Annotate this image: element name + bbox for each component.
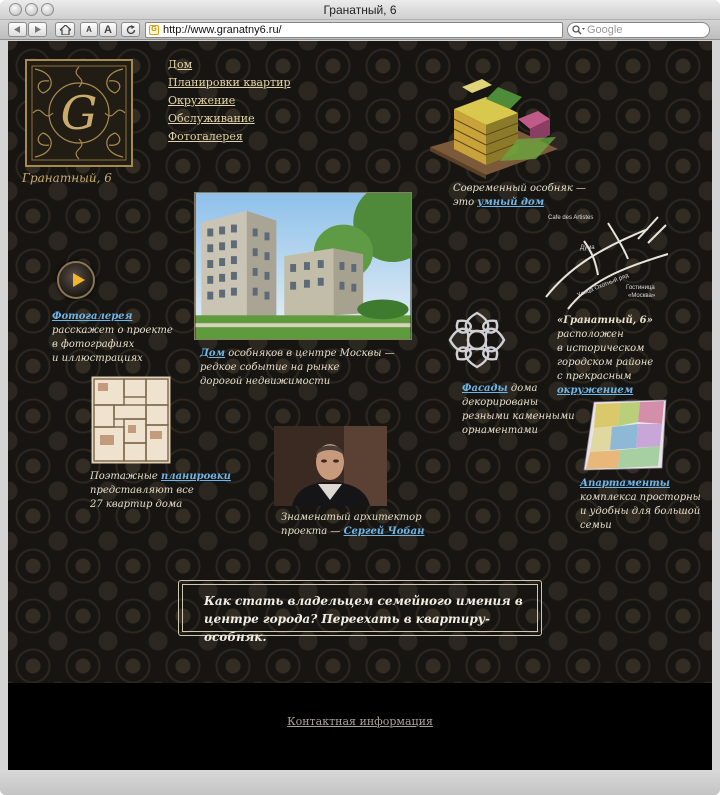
search-icon	[572, 25, 585, 35]
smart-house-caption: Современный особняк — это умный дом	[453, 183, 587, 208]
apartments-plan-image[interactable]	[580, 398, 670, 472]
home-button[interactable]	[55, 22, 75, 37]
menu-link-plans[interactable]: Планировки квартир	[168, 76, 291, 89]
map-label-hotel-2: «Москва»	[628, 293, 656, 299]
location-map-image[interactable]	[538, 209, 698, 319]
facade-ornament-image[interactable]	[444, 309, 510, 371]
floor-plan-image[interactable]	[90, 375, 172, 465]
gallery-play-button[interactable]	[57, 261, 95, 299]
plans-caption: Поэтажные планировки представляют все 27 квартир дома	[90, 471, 231, 510]
map-label-hotel-1: Гостиница	[626, 285, 655, 291]
contact-info-link[interactable]: Контактная информация	[287, 715, 433, 728]
logo-caption: Гранатный, 6	[22, 171, 112, 185]
address-text: http://www.granatny6.ru/	[163, 24, 282, 36]
window-bottom-bar	[0, 770, 720, 795]
map-label-street: Улица Охотный ряд	[576, 272, 630, 299]
menu-link-gallery[interactable]: Фотогалерея	[168, 130, 243, 143]
house-photo[interactable]	[194, 192, 412, 340]
surroundings-link[interactable]: окружением	[557, 385, 634, 396]
architect-link[interactable]: Сергей Чобан	[343, 526, 425, 537]
quote-box	[178, 580, 542, 644]
menu-item-service	[168, 112, 291, 130]
menu-item-surroundings	[168, 94, 291, 112]
smart-house-link[interactable]: умный дом	[477, 197, 545, 208]
text-larger-button[interactable]: A	[99, 22, 117, 37]
house-link[interactable]: Дом	[200, 348, 226, 359]
map-label-cafe: Cafe des Artistes	[548, 215, 594, 221]
quote-text: Как стать владельцем семейного имения в центре города? Переехать в квартиру-особняк.	[204, 594, 523, 644]
search-placeholder: Google	[587, 24, 623, 36]
back-button[interactable]	[8, 22, 27, 37]
menu-link-home[interactable]: Дом	[168, 58, 193, 71]
window-title: Гранатный, 6	[323, 3, 397, 17]
back-arrow-icon	[13, 25, 22, 34]
search-field[interactable]	[567, 22, 710, 38]
location-caption: «Гранатный, 6» расположен в историческом городском районе с прекрасным окружением	[557, 315, 654, 396]
site-favicon-icon: G	[149, 25, 159, 35]
apartments-link[interactable]: Апартаменты	[580, 478, 670, 489]
browser-toolbar	[0, 20, 720, 40]
apartments-caption: Апартаменты комплекса просторны и удобны для большой семьи	[580, 478, 701, 531]
menu-item-plans	[168, 76, 291, 94]
plans-link[interactable]: планировки	[160, 471, 231, 482]
forward-arrow-icon	[33, 25, 42, 34]
home-icon	[60, 25, 71, 35]
logo-letter: G	[60, 86, 98, 140]
page-content	[8, 41, 712, 683]
architect-portrait[interactable]	[274, 426, 387, 506]
map-label-duma: Дума	[580, 245, 595, 251]
reload-button[interactable]	[121, 22, 140, 37]
architect-caption: Знаменатый архитектор проекта — Сергей Чобан	[281, 512, 425, 537]
menu-link-surroundings[interactable]: Окружение	[168, 94, 236, 107]
smart-house-model-image[interactable]	[426, 79, 560, 179]
reload-icon	[126, 25, 136, 35]
facades-caption: Фасады дома декорированы резными каменными орнаментами	[462, 383, 575, 436]
title-bar	[0, 0, 720, 20]
menu-item-gallery	[168, 130, 291, 148]
address-bar[interactable]	[145, 22, 563, 38]
house-caption: Дом особняков в центре Москвы — редкое событие на рынке дорогой недвижимости	[200, 348, 395, 387]
menu-item-home	[168, 58, 291, 76]
menu-link-service[interactable]: Обслуживание	[168, 112, 255, 125]
page-footer	[8, 683, 712, 770]
logo-emblem[interactable]	[25, 59, 133, 167]
text-smaller-button[interactable]: A	[80, 22, 98, 37]
facades-link[interactable]: Фасады	[462, 383, 508, 394]
gallery-caption: Фотогалерея расскажет о проекте в фотографиях и иллюстрациях	[52, 311, 173, 364]
main-menu	[168, 58, 291, 148]
forward-button[interactable]	[28, 22, 47, 37]
gallery-link[interactable]: Фотогалерея	[52, 311, 133, 322]
